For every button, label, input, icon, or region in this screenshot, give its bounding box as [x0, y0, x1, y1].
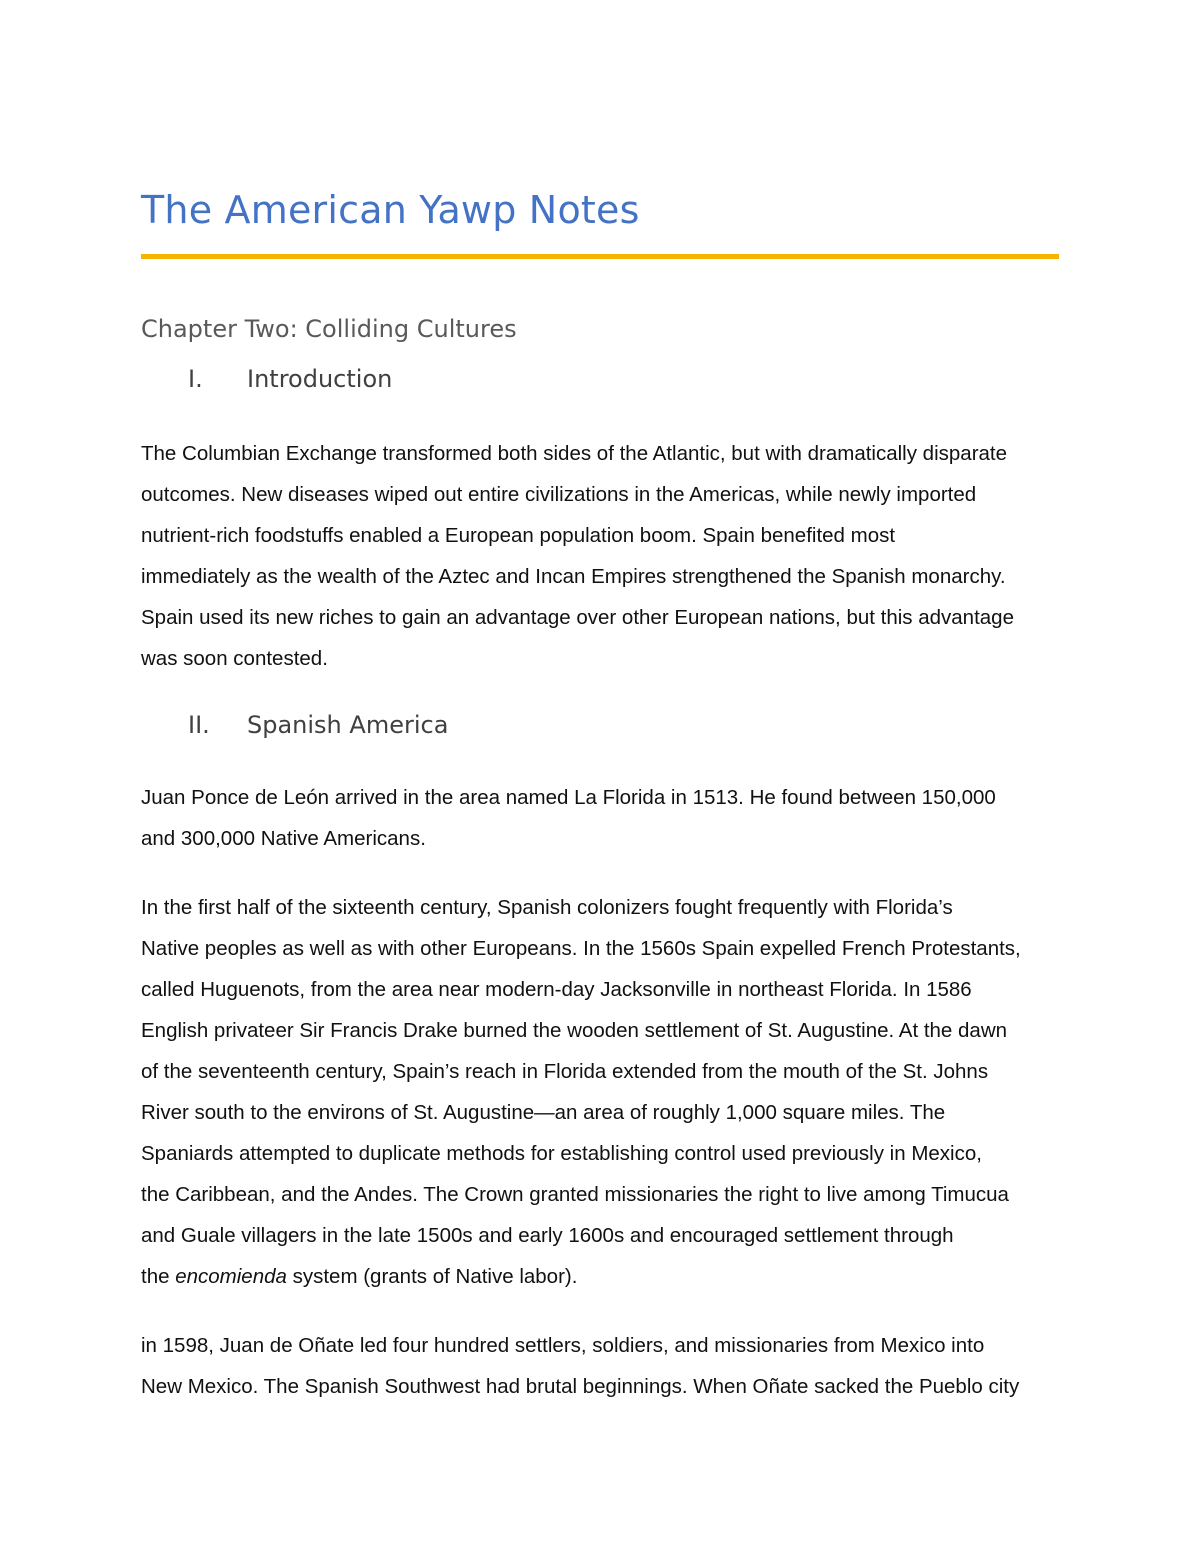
paragraph-line: English privateer Sir Francis Drake burned the wooden settlement of St. Augustine. At the dawn	[141, 1019, 1008, 1042]
text-run: system (grants of Native labor).	[286, 1265, 578, 1288]
paragraph-line: The Columbian Exchange transformed both sides of the Atlantic, but with dramatically disparate	[141, 442, 1008, 465]
introduction-paragraph	[141, 433, 1066, 679]
paragraph-line: in 1598, Juan de Oñate led four hundred settlers, soldiers, and missionaries from Mexico into	[141, 1334, 985, 1357]
section-label: Spanish America	[247, 711, 449, 739]
chapter-heading: Chapter Two: Colliding Cultures	[141, 315, 517, 343]
paragraph-line: New Mexico. The Spanish Southwest had brutal beginnings. When Oñate sacked the Pueblo city	[141, 1375, 1020, 1398]
paragraph-line: Native peoples as well as with other Europeans. In the 1560s Spain expelled French Protestants,	[141, 937, 1021, 960]
paragraph-line: of the seventeenth century, Spain’s reach in Florida extended from the mouth of the St. Johns	[141, 1060, 989, 1083]
paragraph-line: nutrient-rich foodstuffs enabled a European population boom. Spain benefited most	[141, 524, 896, 547]
paragraph-line: In the first half of the sixteenth century, Spanish colonizers fought frequently with Florida’s	[141, 896, 953, 919]
paragraph-line: outcomes. New diseases wiped out entire civilizations in the Americas, while newly imported	[141, 483, 977, 506]
ponce-de-leon-paragraph	[141, 777, 1066, 859]
title-underline-rule	[141, 254, 1059, 259]
florida-paragraph	[141, 887, 1066, 1297]
section-number: I.	[188, 365, 203, 393]
paragraph-line: and Guale villagers in the late 1500s and early 1600s and encouraged settlement through	[141, 1224, 954, 1247]
document-title: The American Yawp Notes	[141, 188, 640, 232]
section-number: II.	[188, 711, 210, 739]
paragraph-line: River south to the environs of St. Augustine—an area of roughly 1,000 square miles. The	[141, 1101, 946, 1124]
paragraph-line: and 300,000 Native Americans.	[141, 827, 426, 850]
paragraph-line: Spaniards attempted to duplicate methods for establishing control used previously in Mexico,	[141, 1142, 982, 1165]
paragraph-line: Spain used its new riches to gain an advantage over other European nations, but this advantage	[141, 606, 1014, 629]
text-run: the	[141, 1265, 176, 1288]
paragraph-line: Juan Ponce de León arrived in the area named La Florida in 1513. He found between 150,000	[141, 786, 996, 809]
paragraph-line: called Huguenots, from the area near modern-day Jacksonville in northeast Florida. In 1586	[141, 978, 972, 1001]
italic-term-encomienda: encomienda	[175, 1265, 287, 1288]
section-label: Introduction	[247, 365, 393, 393]
paragraph-line: the Caribbean, and the Andes. The Crown granted missionaries the right to live among Timucua	[141, 1183, 1009, 1206]
paragraph-line-last	[141, 1256, 1066, 1297]
paragraph-line: was soon contested.	[141, 647, 328, 670]
onate-paragraph	[141, 1325, 1066, 1407]
paragraph-line: immediately as the wealth of the Aztec and Incan Empires strengthened the Spanish monarchy.	[141, 565, 1006, 588]
